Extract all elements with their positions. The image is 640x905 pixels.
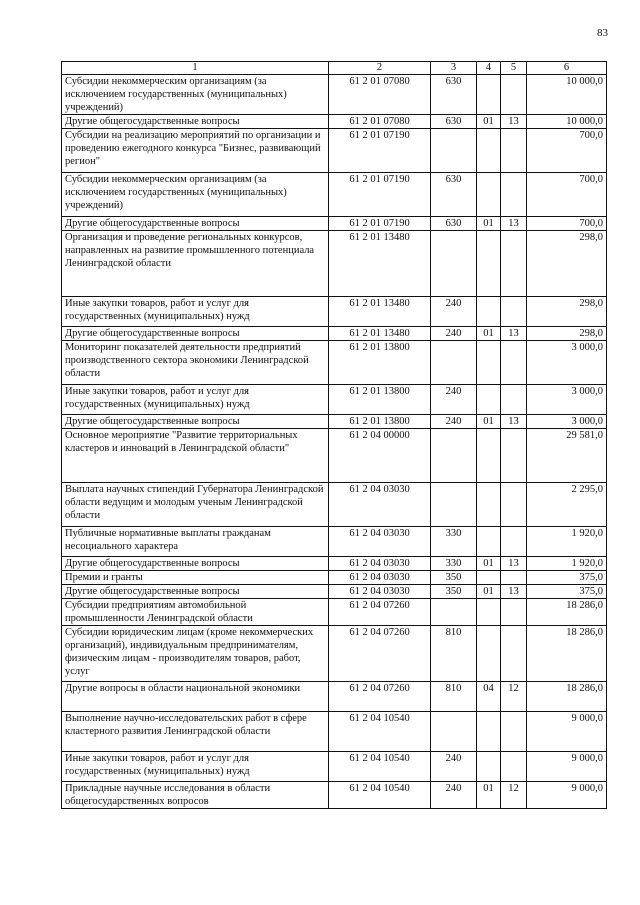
row-rz [477,341,501,385]
budget-table [61,61,607,809]
table-row [62,297,607,327]
row-rz: 01 [477,415,501,429]
row-sum: 3 000,0 [527,415,607,429]
row-vr [431,429,477,483]
row-sum: 18 286,0 [527,626,607,682]
row-name: Другие общегосударственные вопросы [62,327,329,341]
row-pr [501,712,527,752]
row-code: 61 2 01 07190 [329,129,431,173]
row-code: 61 2 04 03030 [329,585,431,599]
row-vr: 350 [431,571,477,585]
row-rz [477,752,501,782]
row-pr: 13 [501,557,527,571]
row-name: Другие общегосударственные вопросы [62,415,329,429]
row-sum: 10 000,0 [527,75,607,115]
row-sum: 700,0 [527,217,607,231]
header-cell: 6 [527,62,607,75]
table-row [62,129,607,173]
row-pr [501,129,527,173]
table-row [62,599,607,626]
row-vr: 630 [431,217,477,231]
row-vr: 810 [431,682,477,712]
row-code: 61 2 01 13800 [329,385,431,415]
row-rz [477,712,501,752]
row-vr [431,231,477,297]
row-name: Другие общегосударственные вопросы [62,217,329,231]
row-name: Мониторинг показателей деятельности предприятий производственного сектора экономики Ленинградской области [62,341,329,385]
row-pr [501,429,527,483]
row-pr: 13 [501,327,527,341]
row-sum: 29 581,0 [527,429,607,483]
row-code: 61 2 04 10540 [329,782,431,809]
row-code: 61 2 01 07190 [329,173,431,217]
row-name: Иные закупки товаров, работ и услуг для государственных (муниципальных) нужд [62,752,329,782]
row-sum: 375,0 [527,571,607,585]
row-rz [477,385,501,415]
table-row [62,682,607,712]
row-sum: 18 286,0 [527,599,607,626]
row-sum: 3 000,0 [527,341,607,385]
row-name: Публичные нормативные выплаты гражданам несоциального характера [62,527,329,557]
row-pr [501,297,527,327]
row-name: Субсидии некоммерческим организациям (за исключением государственных (муниципальных) учреждений) [62,173,329,217]
row-name: Основное мероприятие "Развитие территориальных кластеров и инноваций в Ленинградской области" [62,429,329,483]
row-rz [477,129,501,173]
row-code: 61 2 01 07080 [329,75,431,115]
row-code: 61 2 04 07260 [329,626,431,682]
table-row [62,527,607,557]
row-code: 61 2 04 10540 [329,712,431,752]
table-row [62,231,607,297]
row-pr [501,341,527,385]
row-vr: 240 [431,782,477,809]
row-code: 61 2 01 07080 [329,115,431,129]
row-code: 61 2 04 03030 [329,557,431,571]
table-row [62,483,607,527]
table-row [62,327,607,341]
row-vr: 240 [431,415,477,429]
row-rz: 01 [477,217,501,231]
table-row [62,173,607,217]
row-sum: 298,0 [527,297,607,327]
row-pr: 12 [501,782,527,809]
row-vr: 810 [431,626,477,682]
table-row [62,752,607,782]
row-sum: 700,0 [527,173,607,217]
row-rz [477,626,501,682]
table-row [62,75,607,115]
row-vr: 330 [431,527,477,557]
row-name: Субсидии некоммерческим организациям (за исключением государственных (муниципальных) учреждений) [62,75,329,115]
table-row [62,557,607,571]
row-pr [501,75,527,115]
row-pr [501,483,527,527]
table-row [62,585,607,599]
row-vr [431,129,477,173]
row-sum: 10 000,0 [527,115,607,129]
row-vr: 330 [431,557,477,571]
row-pr: 13 [501,585,527,599]
row-name: Иные закупки товаров, работ и услуг для государственных (муниципальных) нужд [62,297,329,327]
row-sum: 18 286,0 [527,682,607,712]
row-rz [477,429,501,483]
row-name: Субсидии предприятиям автомобильной промышленности Ленинградской области [62,599,329,626]
row-sum: 375,0 [527,585,607,599]
row-pr [501,599,527,626]
row-code: 61 2 04 03030 [329,483,431,527]
row-sum: 2 295,0 [527,483,607,527]
row-vr [431,599,477,626]
row-rz: 01 [477,782,501,809]
table-row [62,626,607,682]
row-rz [477,571,501,585]
row-sum: 9 000,0 [527,712,607,752]
row-pr [501,385,527,415]
row-sum: 3 000,0 [527,385,607,415]
row-name: Другие общегосударственные вопросы [62,557,329,571]
row-rz [477,75,501,115]
row-code: 61 2 01 13480 [329,327,431,341]
row-code: 61 2 04 03030 [329,527,431,557]
row-sum: 1 920,0 [527,527,607,557]
row-name: Другие общегосударственные вопросы [62,585,329,599]
row-vr: 240 [431,752,477,782]
header-cell: 3 [431,62,477,75]
row-code: 61 2 01 13480 [329,297,431,327]
row-code: 61 2 04 03030 [329,571,431,585]
row-vr: 240 [431,385,477,415]
table-row [62,115,607,129]
row-rz [477,173,501,217]
row-pr [501,173,527,217]
row-pr: 13 [501,415,527,429]
row-name: Выплата научных стипендий Губернатора Ленинградской области ведущим и молодым ученым Ленинградской области [62,483,329,527]
row-sum: 1 920,0 [527,557,607,571]
row-rz [477,527,501,557]
header-row [62,62,607,75]
row-rz: 01 [477,115,501,129]
row-name: Выполнение научно-исследовательских работ в сфере кластерного развития Ленинградской области [62,712,329,752]
row-pr [501,626,527,682]
row-pr: 13 [501,115,527,129]
row-rz: 01 [477,327,501,341]
row-name: Другие общегосударственные вопросы [62,115,329,129]
row-code: 61 2 04 10540 [329,752,431,782]
row-name: Организация и проведение региональных конкурсов, направленных на развитие промышленного потенциала Ленинградской области [62,231,329,297]
row-pr [501,752,527,782]
row-code: 61 2 04 07260 [329,682,431,712]
table-row [62,385,607,415]
row-rz: 01 [477,585,501,599]
row-rz [477,297,501,327]
row-code: 61 2 01 13800 [329,415,431,429]
page-number: 83 [597,27,608,39]
header-cell: 1 [62,62,329,75]
header-cell: 2 [329,62,431,75]
row-vr: 630 [431,75,477,115]
row-sum: 9 000,0 [527,782,607,809]
row-name: Субсидии на реализацию мероприятий по организации и проведению ежегодного конкурса "Бизнес, развивающий регион" [62,129,329,173]
row-vr: 240 [431,327,477,341]
row-code: 61 2 01 13800 [329,341,431,385]
row-sum: 298,0 [527,231,607,297]
row-code: 61 2 04 07260 [329,599,431,626]
table-row [62,429,607,483]
row-rz [477,599,501,626]
row-sum: 700,0 [527,129,607,173]
row-name: Другие вопросы в области национальной экономики [62,682,329,712]
row-vr [431,483,477,527]
table-row [62,217,607,231]
row-vr [431,341,477,385]
table-row [62,415,607,429]
row-vr [431,712,477,752]
row-pr [501,527,527,557]
table-row [62,571,607,585]
table-row [62,712,607,752]
row-pr: 13 [501,217,527,231]
row-name: Субсидии юридическим лицам (кроме некоммерческих организаций), индивидуальным предпринимателям, физическим лицам - производителям товаров, работ, услуг [62,626,329,682]
header-cell: 5 [501,62,527,75]
row-vr: 630 [431,115,477,129]
header-cell: 4 [477,62,501,75]
row-code: 61 2 01 07190 [329,217,431,231]
row-rz: 04 [477,682,501,712]
row-name: Премии и гранты [62,571,329,585]
row-pr: 12 [501,682,527,712]
row-pr [501,231,527,297]
row-code: 61 2 04 00000 [329,429,431,483]
row-rz: 01 [477,557,501,571]
table-row [62,341,607,385]
row-pr [501,571,527,585]
row-vr: 240 [431,297,477,327]
row-sum: 298,0 [527,327,607,341]
row-vr: 350 [431,585,477,599]
row-name: Прикладные научные исследования в области общегосударственных вопросов [62,782,329,809]
row-rz [477,231,501,297]
row-sum: 9 000,0 [527,752,607,782]
row-code: 61 2 01 13480 [329,231,431,297]
table-row [62,782,607,809]
row-name: Иные закупки товаров, работ и услуг для государственных (муниципальных) нужд [62,385,329,415]
row-rz [477,483,501,527]
row-vr: 630 [431,173,477,217]
